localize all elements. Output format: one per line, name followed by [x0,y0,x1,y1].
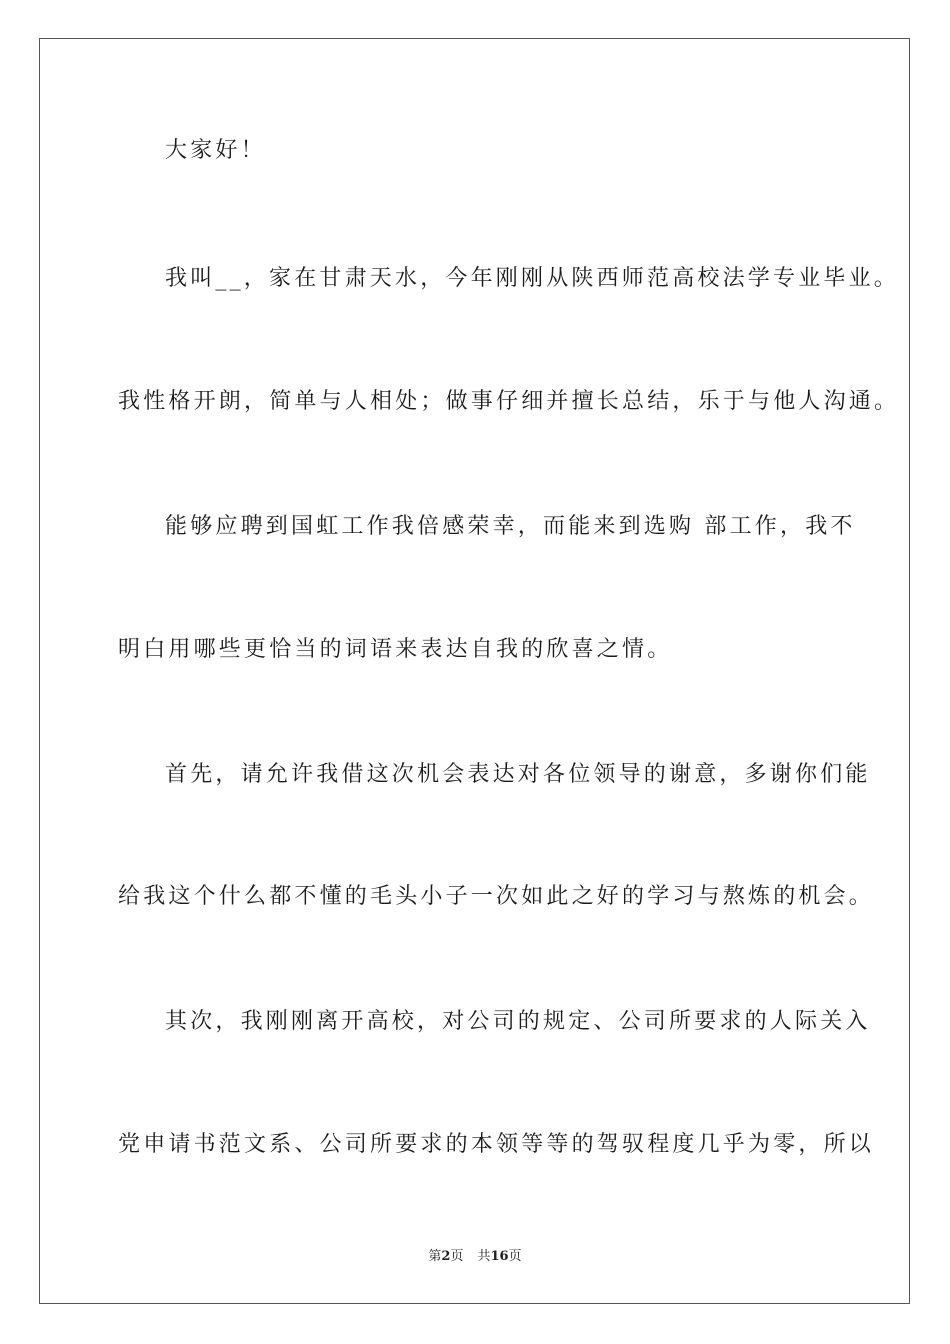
paragraph-line: 首先，请允许我借这次机会表达对各位领导的谢意，多谢你们能 [165,762,871,787]
paragraph-line: 能够应聘到国虹工作我倍感荣幸，而能来到选购 部工作，我不 [165,514,856,539]
paragraph-line: 其次，我刚刚离开高校，对公司的规定、公司所要求的人际关入 [165,1009,871,1034]
page-border [39,38,910,1304]
greeting-line: 大家好！ [165,138,266,163]
total-label-prefix: 共 [477,1249,491,1264]
paragraph-line: 我性格开朗，简单与人相处；做事仔细并擅长总结，乐于与他人沟通。 [118,389,900,414]
total-pages: 16 [490,1249,509,1264]
page-footer [0,1248,950,1266]
paragraph-line: 党申请书范文系、公司所要求的本领等等的驾驭程度几乎为零，所以 [118,1132,875,1157]
page-number: 2 [441,1249,451,1264]
paragraph-line: 明白用哪些更恰当的词语来表达自我的欣喜之情。 [118,637,673,662]
page-label-prefix: 第 [428,1249,442,1264]
total-label-suffix: 页 [508,1249,522,1264]
paragraph-line: 我叫__，家在甘肃天水，今年刚刚从陕西师范高校法学专业毕业。 [165,266,900,291]
paragraph-line: 给我这个什么都不懂的毛头小子一次如此之好的学习与熬炼的机会。 [118,884,875,909]
page-label-suffix: 页 [450,1249,464,1264]
